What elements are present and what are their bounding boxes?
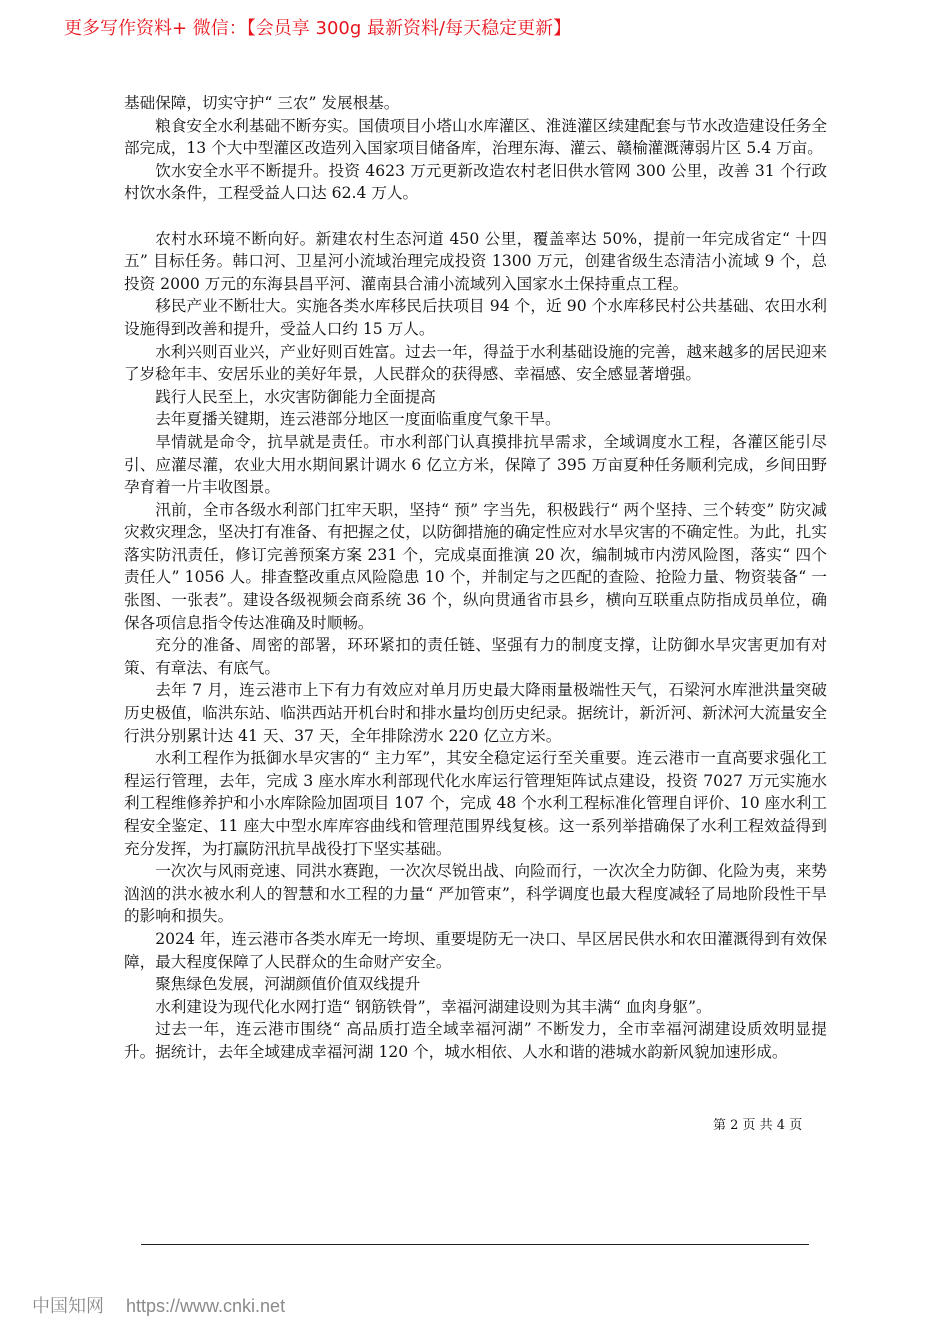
paragraph: 水利兴则百业兴，产业好则百姓富。过去一年，得益于水利基础设施的完善，越来越多的居民迎来了岁稔年丰、安居乐业的美好年景，人民群众的获得感、幸福感、安全感显著增强。: [124, 342, 827, 384]
paragraph: 水利工程作为抵御水旱灾害的“ 主力军”，其安全稳定运行至关重要。连云港市一直高要求强化工程运行管理，去年，完成 3 座水库水利部现代化水库运行管理矩阵试点建设，投资 7027 万元实施水利工程维修养护和小水库除险加固项目 107 个，完成 48 个水利工程标准化管理自评价、10 座水利工程安全鉴定、11 座大中型水库库容曲线和管理范围界线复核。这一系列举措确保了水利工程效益得到充分发挥，为打赢防汛抗旱战役打下坚实基础。: [124, 749, 827, 858]
footer-divider: [141, 1244, 809, 1245]
footer-watermark: [32, 1292, 285, 1318]
paragraph: 饮水安全水平不断提升。投资 4623 万元更新改造农村老旧供水管网 300 公里，改善 31 个行政村饮水条件，工程受益人口达 62.4 万人。: [124, 161, 827, 203]
paragraph: 过去一年，连云港市围绕“ 高品质打造全域幸福河湖” 不断发力，全市幸福河湖建设质效明显提升。据统计，去年全域建成幸福河湖 120 个，城水相依、人水和谐的港城水韵新风貌加速形成。: [124, 1020, 827, 1061]
paragraph: 水利建设为现代化水网打造“ 钢筋铁骨”，幸福河湖建设则为其丰满“ 血肉身躯”。: [155, 997, 712, 1016]
paragraph: 旱情就是命令，抗旱就是责任。市水利部门认真摸排抗旱需求，全域调度水工程，各灌区能引尽引、应灌尽灌，农业大用水期间累计调水 6 亿立方米，保障了 395 万亩夏种任务顺利完成，乡间田野孕育着一片丰收图景。: [124, 432, 827, 497]
site-url: https://www.cnki.net: [126, 1296, 286, 1316]
site-name: 中国知网: [32, 1296, 104, 1316]
paragraph: 去年夏播关键期，连云港部分地区一度面临重度气象干旱。: [155, 410, 561, 429]
paragraph: 2024 年，连云港市各类水库无一垮坝、重要堤防无一决口、旱区居民供水和农田灌溉得到有效保障，最大程度保障了人民群众的生命财产安全。: [124, 929, 827, 971]
paragraph: 移民产业不断壮大。实施各类水库移民后扶项目 94 个，近 90 个水库移民村公共基础、农田水利设施得到改善和提升，受益人口约 15 万人。: [124, 297, 827, 338]
section-heading: 聚焦绿色发展，河湖颜值价值双线提升: [155, 975, 421, 994]
paragraph: 一次次与风雨竞速、同洪水赛跑，一次次尽锐出战、向险而行，一次次全力防御、化险为夷，来势汹汹的洪水被水利人的智慧和水工程的力量“ 严加管束”，科学调度也最大程度减轻了局地阶段性干旱的影响和损失。: [124, 862, 827, 926]
paragraph: 农村水环境不断向好。新建农村生态河道 450 公里，覆盖率达 50%，提前一年完成省定“ 十四五” 目标任务。韩口河、卫星河小流域治理完成投资 1300 万元，创建省级生态清洁小流域 9 个，总投资 2000 万元的东海县昌平河、灌南县合浦小流域列入国家水土保持重点工程。: [124, 229, 827, 293]
paragraph: 充分的准备、周密的部署，环环紧扣的责任链、坚强有力的制度支撑，让防御水旱灾害更加有对策、有章法、有底气。: [124, 636, 827, 677]
section-heading: 践行人民至上，水灾害防御能力全面提高: [155, 387, 436, 406]
promo-banner: 更多写作资料+ 微信：【会员享 300g 最新资料/每天稳定更新】: [64, 18, 572, 39]
page-number: 第 2 页 共 4 页: [713, 1118, 803, 1133]
paragraph: 汛前，全市各级水利部门扛牢天职，坚持“ 预” 字当先，积极践行“ 两个坚持、三个转变” 防灾减灾救灾理念，坚决打有准备、有把握之仗，以防御措施的确定性应对水旱灾害的不确定性。为此，扎实落实防汛责任，修订完善预案方案 231 个，完成桌面推演 20 次，编制城市内涝风险图，落实“ 四个责任人” 1056 人。排查整改重点风险隐患 10 个，并制定与之匹配的查险、抢险力量、物资装备“ 一张图、一张表”。建设各级视频会商系统 36 个，纵向贯通省市县乡，横向互联重点防指成员单位，确保各项信息指令传达准确及时顺畅。: [124, 500, 827, 632]
paragraph: 去年 7 月，连云港市上下有力有效应对单月历史最大降雨量极端性天气，石梁河水库泄洪量突破历史极值，临洪东站、临洪西站开机台时和排水量均创历史纪录。据统计，新沂河、新沭河大流量安全行洪分别累计达 41 天、37 天，全年排除涝水 220 亿立方米。: [124, 681, 827, 745]
document-body: [124, 92, 827, 1064]
paragraph: 粮食安全水利基础不断夯实。国债项目小塔山水库灌区、淮涟灌区续建配套与节水改造建设任务全部完成，13 个大中型灌区改造列入国家项目储备库，治理东海、灌云、赣榆灌溉薄弱片区 5.4 万亩。: [124, 116, 827, 158]
paragraph: 基础保障，切实守护“ 三农” 发展根基。: [124, 94, 400, 112]
